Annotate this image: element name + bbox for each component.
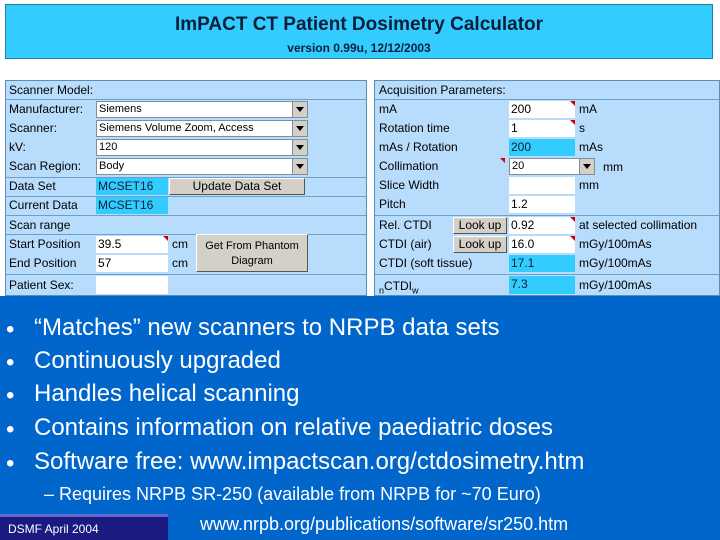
rel-ctdi-unit: at selected collimation (579, 218, 698, 232)
nctdiw-unit: mGy/100mAs (579, 278, 652, 292)
ctdi-soft-tissue-label: CTDI (soft tissue) (379, 256, 473, 270)
start-position-unit: cm (172, 237, 188, 251)
current-data-value: MCSET16 (96, 197, 168, 214)
acquisition-parameters-panel (374, 80, 720, 296)
bullet-item: Handles helical scanning (34, 380, 300, 407)
nctdiw-label-pre: n (379, 285, 385, 296)
slice-width-unit: mm (579, 178, 599, 192)
sub-bullet-item: – Requires NRPB SR-250 (available from NRPB for ~70 Euro) (44, 484, 541, 504)
slice-width-input[interactable] (509, 177, 575, 194)
rotation-time-unit: s (579, 121, 585, 135)
scan-region-value: Body (99, 160, 125, 172)
bullet-item: “Matches” new scanners to NRPB data sets (34, 314, 500, 341)
data-set-label: Data Set (9, 179, 56, 193)
manufacturer-value: Siemens (99, 103, 142, 115)
app-version: version 0.99u, 12/12/2003 (287, 41, 431, 55)
mas-rotation-label: mAs / Rotation (379, 140, 458, 154)
mas-rotation-unit: mAs (579, 140, 603, 154)
slice-width-label: Slice Width (379, 178, 440, 192)
collimation-value: 20 (512, 160, 525, 172)
title-banner (5, 4, 713, 59)
scan-region-dropdown[interactable] (96, 158, 308, 175)
kv-value: 120 (99, 141, 118, 153)
bullet-marker: • (6, 450, 15, 477)
scanner-model-panel (5, 80, 367, 296)
divider (6, 274, 366, 275)
mas-rotation-value: 200 (509, 139, 575, 156)
bullet-marker: • (6, 316, 15, 343)
rotation-time-input[interactable]: 1 (509, 120, 575, 137)
nctdiw-value: 7.3 (509, 276, 575, 294)
update-data-set-button[interactable]: Update Data Set (169, 178, 305, 195)
rel-ctdi-label: Rel. CTDI (379, 218, 432, 232)
manufacturer-dropdown[interactable] (96, 101, 308, 118)
ctdi-soft-tissue-unit: mGy/100mAs (579, 256, 652, 270)
slide-content (0, 296, 720, 540)
scan-region-label: Scan Region: (9, 159, 82, 173)
patient-sex-input[interactable] (96, 276, 168, 294)
start-position-input[interactable]: 39.5 (96, 236, 168, 253)
rel-ctdi-lookup-button[interactable]: Look up (453, 217, 507, 234)
divider (375, 215, 719, 216)
ctdi-air-lookup-button[interactable]: Look up (453, 236, 507, 253)
scanner-value: Siemens Volume Zoom, Access (99, 122, 254, 134)
bullet-marker: • (6, 382, 15, 409)
sub-bullet-url: www.nrpb.org/publications/software/sr250.htm (200, 514, 569, 534)
manufacturer-label: Manufacturer: (9, 102, 84, 116)
acquisition-header: Acquisition Parameters: (379, 83, 506, 97)
divider (6, 234, 366, 235)
nctdiw-label-main: CTDI (384, 279, 413, 293)
ctdi-air-unit: mGy/100mAs (579, 237, 652, 251)
divider (6, 99, 366, 100)
collimation-label: Collimation (379, 159, 439, 173)
ctdi-soft-tissue-value: 17.1 (509, 255, 575, 272)
chevron-down-icon[interactable] (579, 159, 594, 174)
chevron-down-icon[interactable] (292, 121, 307, 136)
get-from-phantom-line1: Get From Phantom (205, 240, 299, 252)
pitch-label: Pitch (379, 197, 406, 211)
footer-badge (0, 514, 168, 540)
collimation-dropdown[interactable] (509, 158, 595, 175)
ctdi-air-label: CTDI (air) (379, 237, 432, 251)
end-position-input[interactable]: 57 (96, 255, 168, 272)
pitch-input[interactable]: 1.2 (509, 196, 575, 213)
comment-marker-icon (570, 101, 575, 106)
divider (6, 215, 366, 216)
get-from-phantom-button[interactable] (196, 234, 308, 272)
ctdi-air-value[interactable]: 16.0 (509, 236, 575, 253)
kv-dropdown[interactable] (96, 139, 308, 156)
divider (375, 274, 719, 275)
scanner-dropdown[interactable] (96, 120, 308, 137)
bullet-item: Continuously upgraded (34, 347, 281, 374)
end-position-label: End Position (9, 256, 77, 270)
scanner-model-header: Scanner Model: (9, 83, 94, 97)
comment-marker-icon (163, 236, 168, 241)
start-position-label: Start Position (9, 237, 81, 251)
comment-marker-icon (500, 158, 505, 163)
get-from-phantom-line2: Diagram (231, 255, 273, 267)
bullet-marker: • (6, 349, 15, 376)
chevron-down-icon[interactable] (292, 159, 307, 174)
footer-text: DSMF April 2004 (8, 522, 99, 536)
chevron-down-icon[interactable] (292, 102, 307, 117)
scan-range-header: Scan range (9, 218, 71, 232)
chevron-down-icon[interactable] (292, 140, 307, 155)
bullet-marker: • (6, 416, 15, 443)
comment-marker-icon (570, 217, 575, 222)
bullet-item: Contains information on relative paediatric doses (34, 414, 553, 441)
kv-label: kV: (9, 140, 26, 154)
data-set-value: MCSET16 (96, 178, 168, 195)
collimation-unit: mm (603, 160, 623, 174)
divider (375, 99, 719, 100)
ma-unit: mA (579, 102, 597, 116)
ma-input[interactable]: 200 (509, 101, 575, 118)
comment-marker-icon (570, 120, 575, 125)
rotation-time-label: Rotation time (379, 121, 450, 135)
patient-sex-label: Patient Sex: (9, 278, 74, 292)
app-title: ImPACT CT Patient Dosimetry Calculator (174, 14, 544, 35)
ma-label: mA (379, 102, 397, 116)
scanner-label: Scanner: (9, 121, 58, 135)
current-data-label: Current Data (9, 198, 78, 212)
bullet-item: Software free: www.impactscan.org/ctdosimetry.htm (34, 448, 585, 475)
rel-ctdi-value[interactable]: 0.92 (509, 217, 575, 234)
comment-marker-icon (570, 236, 575, 241)
end-position-unit: cm (172, 256, 188, 270)
nctdiw-label-sub: w (412, 285, 419, 296)
